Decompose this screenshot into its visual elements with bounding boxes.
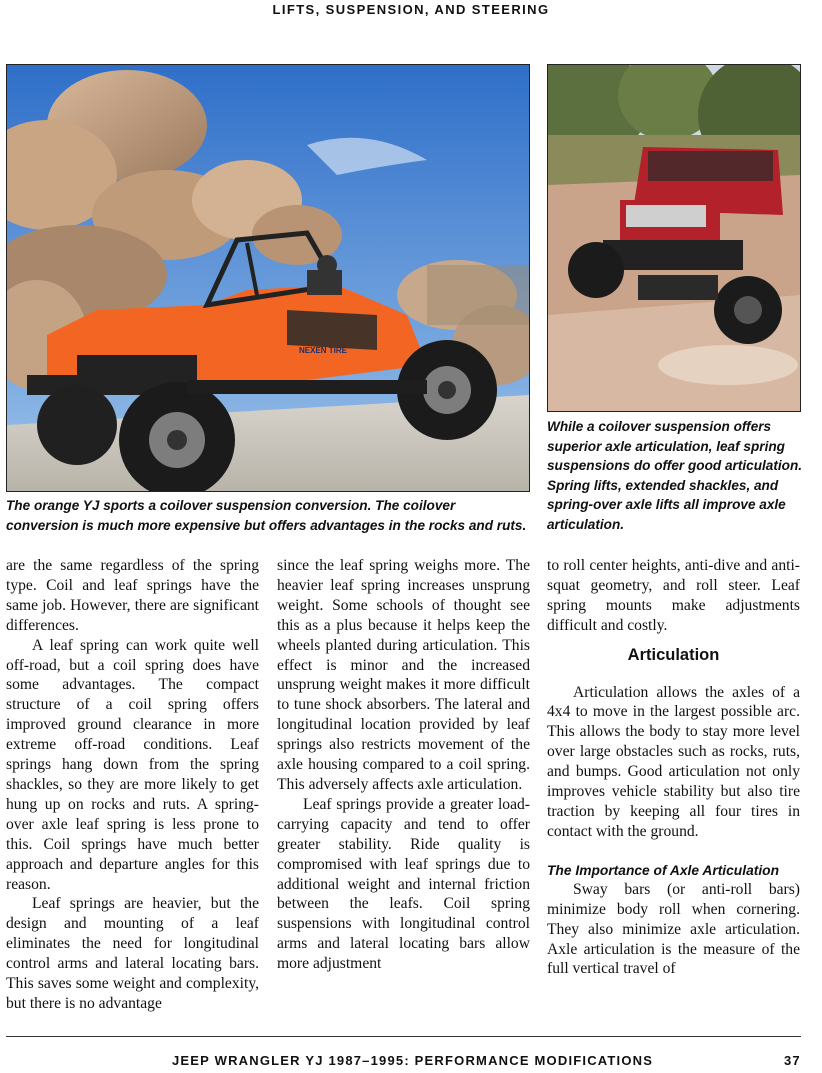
body-column-1: [6, 556, 259, 1014]
decal-text: NEXEN TIRE: [299, 346, 348, 355]
photo-red-yj: [547, 64, 801, 412]
subsection-heading: The Importance of Axle Articulation: [547, 862, 780, 878]
paragraph: Leaf springs are heavier, but the design and mounting of a leaf eliminates the need for longitudinal control arms and lateral locating bars. This saves some weight and complexity, but there is no advantage: [6, 895, 259, 1012]
caption-right-photo: While a coilover suspension offers superior axle articulation, leaf spring suspensions do offer good articulation. Spring lifts, extended shackles, and spring-over axle lifts all improve axle articulation.: [547, 419, 803, 532]
paragraph: to roll center heights, anti-dive and anti-squat geometry, and roll steer. Leaf spring mounts make adjustments difficult and costly.: [547, 557, 800, 634]
caption-left-photo: The orange YJ sports a coilover suspension conversion. The coilover conversion is much more expensive but offers advantages in the rocks and ruts.: [6, 498, 527, 533]
paragraph: Leaf springs provide a greater load-carrying capacity and tend to offer greater stability. Ride quality is compromised with leaf springs due to additional weight and internal friction between the leafs. Coil spring suspensions with longitudinal control arms and lateral locating bars allow more adjustment: [277, 795, 530, 973]
paragraph: since the leaf spring weighs more. The heavier leaf spring increases unsprung weight. Some schools of thought see this as a plus because it helps keep the wheels planted during articulation. This effect is minor and the increased unsprung weight makes it more difficult to tune shock absorbers. The lateral and longitudinal location provided by leaf springs also restricts movement of the axle housing compared to a coil spring. This adversely affects axle articulation.: [277, 557, 530, 793]
footer-rule: [6, 1036, 801, 1037]
paragraph: Articulation allows the axles of a 4x4 to move in the largest possible arc. This allows the body to stay more level over large obstacles such as rocks, ruts, and bumps. Good articulation not only improves vehicle stability but also tire traction by keeping all four tires in contact with the ground.: [547, 683, 800, 840]
paragraph: are the same regardless of the spring type. Coil and leaf springs have the same job. However, there are significant differences.: [6, 557, 259, 634]
paragraph: Sway bars (or anti-roll bars) minimize body roll when cornering. They also minimize axle articulation. Axle articulation is the measure of the full vertical travel of: [547, 880, 800, 978]
section-heading-articulation: Articulation: [627, 645, 720, 664]
running-header: LIFTS, SUSPENSION, AND STEERING: [272, 2, 550, 17]
paragraph: A leaf spring can work quite well off-road, but a coil spring does have some advantages. The compact structure of a coil spring offers improved ground clearance in more extreme off-road conditions. Leaf springs hang down from the spring shackles, so they are more likely to get hung up on rocks and ruts. A spring-over axle leaf spring is less prone to this. Coil springs have much better approach and departure angles for this reason.: [6, 636, 259, 893]
running-footer: JEEP WRANGLER YJ 1987–1995: PERFORMANCE MODIFICATIONS: [172, 1053, 654, 1068]
page-number: 37: [784, 1053, 801, 1068]
body-column-2: [277, 556, 530, 974]
body-column-3: [547, 556, 800, 979]
photo-orange-yj: [6, 64, 530, 492]
